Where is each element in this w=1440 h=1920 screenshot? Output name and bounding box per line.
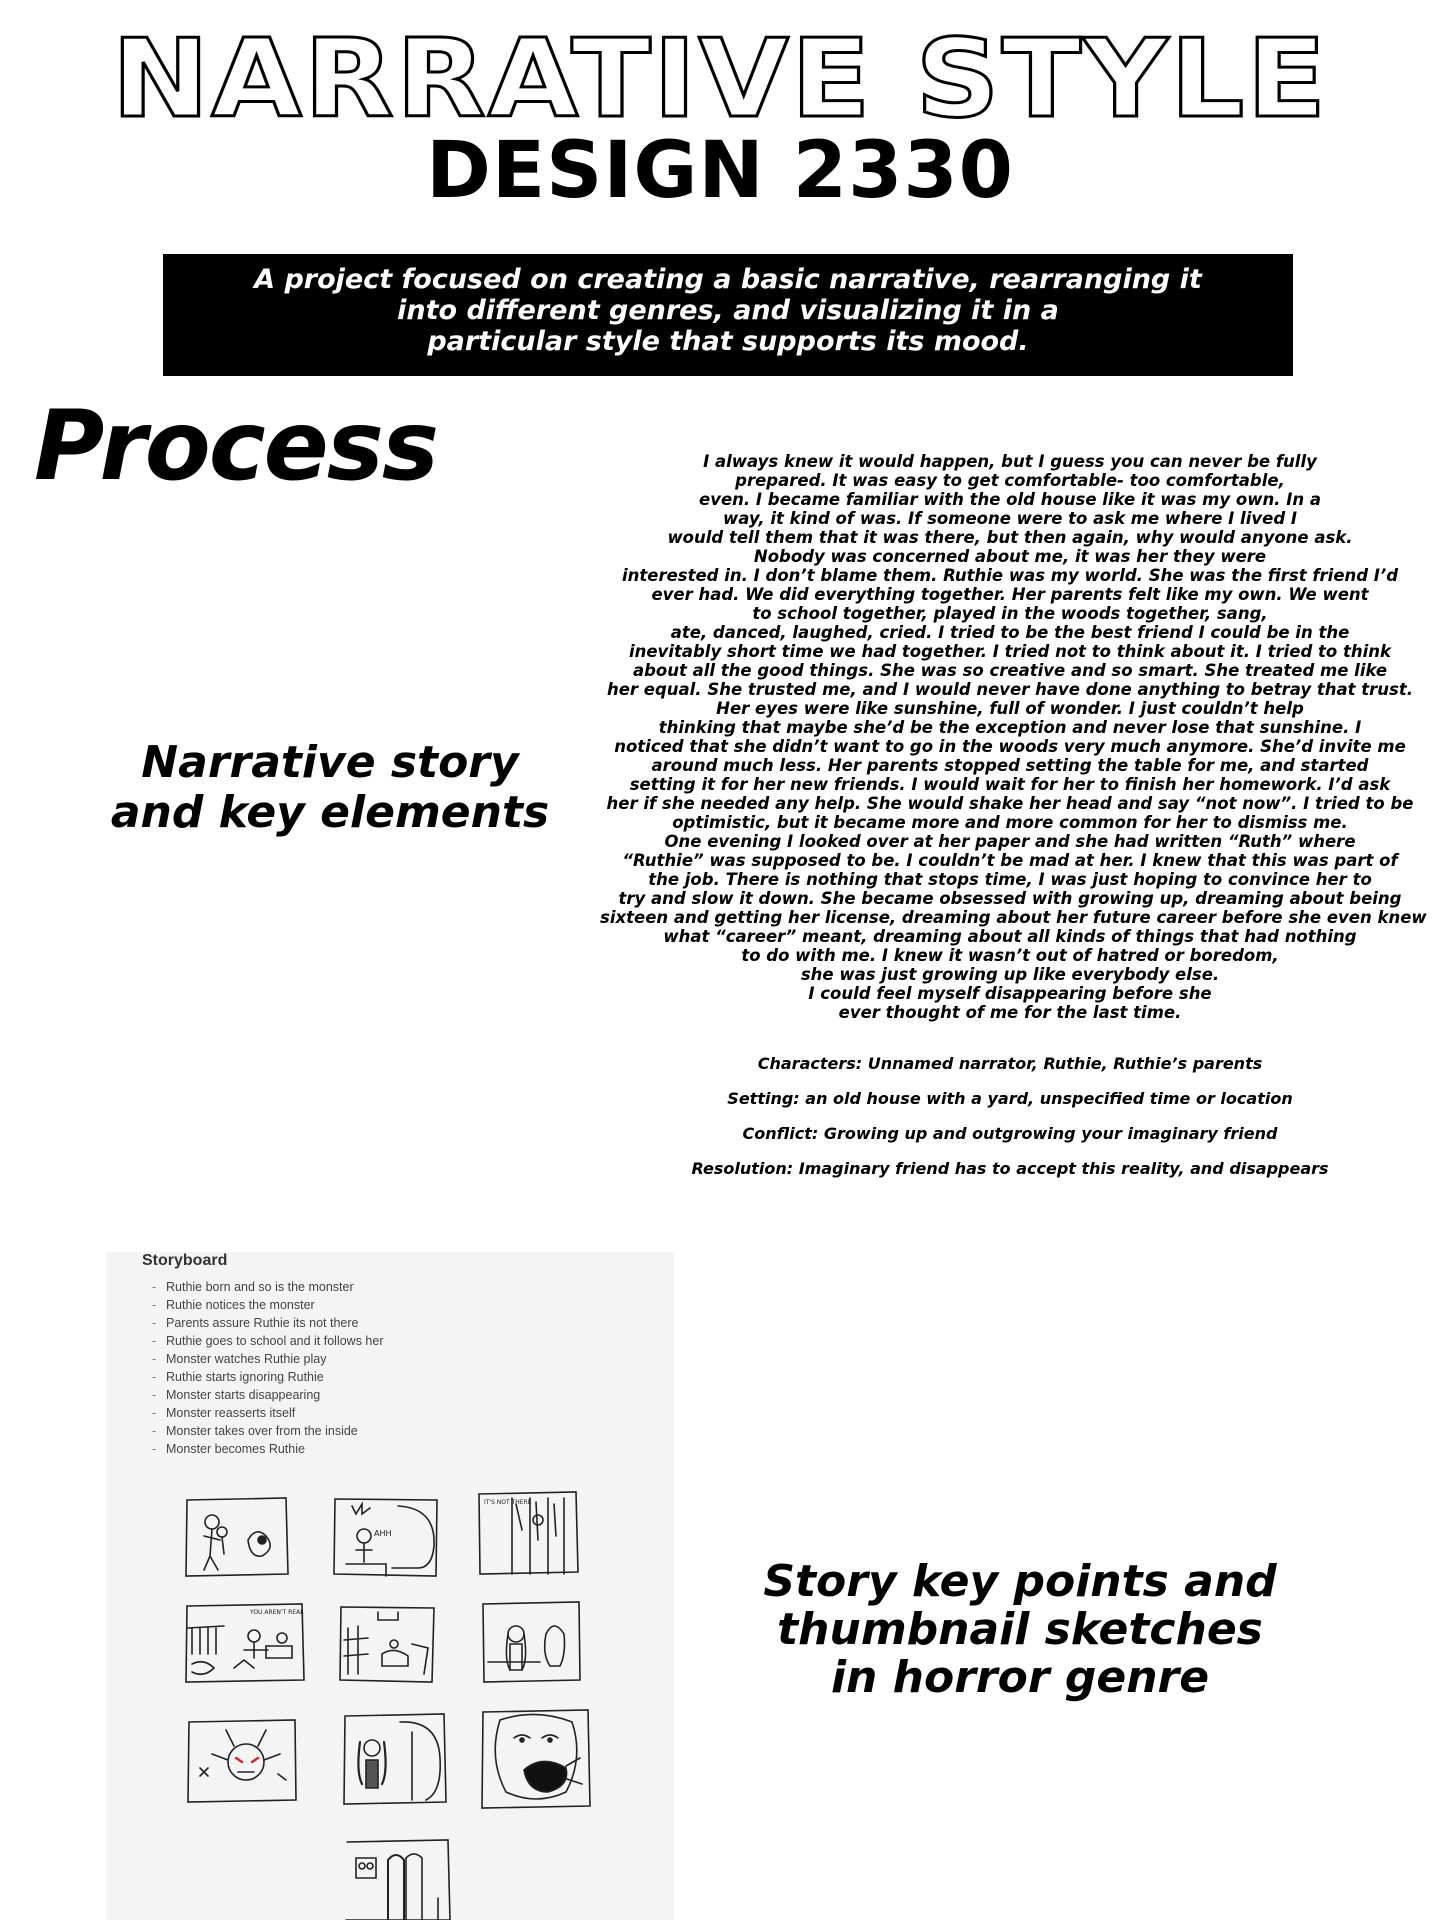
thumbnail-sketch-7 bbox=[186, 1718, 298, 1804]
story-line: her equal. She trusted me, and I would never have done anything to betray that trust. bbox=[606, 680, 1414, 699]
story-line: noticed that she didn’t want to go in the woods very much anymore. She’d invite me bbox=[614, 737, 1406, 756]
sketch-text: YOU AREN'T REAL bbox=[250, 1609, 304, 1616]
caption-line: thumbnail sketches bbox=[777, 1604, 1263, 1655]
story-line: the job. There is nothing that stops time, I was just hoping to convince her to bbox=[648, 870, 1372, 889]
banner-line: A project focused on creating a basic narrative, rearranging it bbox=[254, 264, 1202, 295]
thumbnail-sketch-9 bbox=[480, 1708, 592, 1810]
story-line: ever thought of me for the last time. bbox=[838, 1003, 1182, 1022]
sketch-text: IT'S NOT THERE bbox=[484, 1499, 532, 1506]
story-line: ever had. We did everything together. Her parents felt like my own. We went bbox=[651, 585, 1369, 604]
story-line: she was just growing up like everybody else. bbox=[800, 965, 1220, 984]
story-line: thinking that maybe she’d be the exception and never lose that sunshine. I bbox=[658, 718, 1362, 737]
story-line: to do with me. I knew it wasn’t out of hatred or boredom, bbox=[741, 946, 1279, 965]
intro-banner bbox=[163, 254, 1293, 376]
caption-storyboard bbox=[740, 1558, 1300, 1702]
story-line: I could feel myself disappearing before she bbox=[808, 984, 1212, 1003]
key-elements bbox=[610, 1054, 1410, 1194]
storyboard-list bbox=[152, 1278, 384, 1458]
story-line: to school together, played in the woods together, sang, bbox=[752, 604, 1268, 623]
sketch-text: AHH bbox=[374, 1529, 392, 1538]
thumbnail-sketch-4 bbox=[184, 1602, 306, 1684]
page-subtitle: DESIGN 2330 bbox=[426, 126, 1014, 216]
characters-text: Characters: Unnamed narrator, Ruthie, Ruthie’s parents bbox=[757, 1054, 1263, 1073]
story-line: around much less. Her parents stopped setting the table for me, and started bbox=[651, 756, 1369, 775]
story-line: interested in. I don’t blame them. Ruthie was my world. She was the first friend I’d bbox=[621, 566, 1399, 585]
thumbnail-sketch-3 bbox=[476, 1490, 580, 1576]
thumbnail-sketch-1 bbox=[184, 1496, 290, 1578]
story-line: prepared. It was easy to get comfortable- too comfortable, bbox=[735, 471, 1285, 490]
storyboard-title: Storyboard bbox=[142, 1252, 228, 1269]
story-line: what “career” meant, dreaming about all kinds of things that had nothing bbox=[663, 927, 1357, 946]
story-line: would tell them that it was there, but then again, why would anyone ask. bbox=[667, 528, 1353, 547]
caption-narrative bbox=[90, 738, 570, 838]
story-line: setting it for her new friends. I would wait for her to finish her homework. I’d ask bbox=[629, 775, 1391, 794]
caption-line: and key elements bbox=[110, 787, 550, 838]
caption-line: in horror genre bbox=[830, 1652, 1210, 1703]
thumbnail-sketch-8 bbox=[342, 1712, 448, 1806]
banner-line: particular style that supports its mood. bbox=[427, 326, 1029, 357]
caption-line: Narrative story bbox=[141, 737, 519, 788]
story-line: try and slow it down. She became obsessed with growing up, dreaming about being bbox=[618, 889, 1402, 908]
banner-line: into different genres, and visualizing it in a bbox=[397, 295, 1059, 326]
caption-line: Story key points and bbox=[763, 1556, 1277, 1607]
list-item: - Ruthie goes to school and it follows her bbox=[152, 1332, 384, 1350]
conflict-text: Conflict: Growing up and outgrowing your imaginary friend bbox=[742, 1124, 1278, 1143]
list-item: - Monster takes over from the inside bbox=[152, 1422, 384, 1440]
resolution-text: Resolution: Imaginary friend has to accept this reality, and disappears bbox=[691, 1159, 1329, 1178]
story-line: One evening I looked over at her paper and she had written “Ruth” where bbox=[664, 832, 1356, 851]
process-heading: Process bbox=[34, 390, 437, 502]
page-title-outline: NARRATIVE STYLE bbox=[111, 17, 1329, 142]
list-item: - Monster reasserts itself bbox=[152, 1404, 384, 1422]
list-item: - Ruthie born and so is the monster bbox=[152, 1278, 384, 1296]
list-item: - Parents assure Ruthie its not there bbox=[152, 1314, 384, 1332]
narrative-story-text bbox=[600, 452, 1427, 1022]
story-line: her if she needed any help. She would shake her head and say “not now”. I tried to be bbox=[606, 794, 1414, 813]
story-line: inevitably short time we had together. I tried not to think about it. I tried to think bbox=[628, 642, 1392, 661]
story-line: way, it kind of was. If someone were to ask me where I lived I bbox=[722, 509, 1298, 528]
thumbnail-sketch-10 bbox=[344, 1838, 452, 1920]
thumbnail-sketch-6 bbox=[480, 1600, 582, 1684]
story-line: optimistic, but it became more and more common for her to dismiss me. bbox=[672, 813, 1348, 832]
story-line: about all the good things. She was so creative and so smart. She treated me like bbox=[632, 661, 1388, 680]
thumbnail-sketch-5 bbox=[338, 1604, 436, 1684]
story-line: sixteen and getting her license, dreaming about her future career before she even knew bbox=[600, 908, 1427, 927]
story-line: “Ruthie” was supposed to be. I couldn’t be mad at her. I knew that this was part of bbox=[622, 851, 1398, 870]
storyboard-image bbox=[106, 1252, 674, 1920]
list-item: - Ruthie notices the monster bbox=[152, 1296, 384, 1314]
thumbnail-sketch-2 bbox=[332, 1496, 440, 1578]
story-line: Her eyes were like sunshine, full of wonder. I just couldn’t help bbox=[716, 699, 1304, 718]
list-item: - Monster watches Ruthie play bbox=[152, 1350, 384, 1368]
setting-text: Setting: an old house with a yard, unspecified time or location bbox=[727, 1089, 1293, 1108]
story-line: even. I became familiar with the old house like it was my own. In a bbox=[699, 490, 1321, 509]
story-line: Nobody was concerned about me, it was her they were bbox=[753, 547, 1267, 566]
list-item: - Monster starts disappearing bbox=[152, 1386, 384, 1404]
story-line: I always knew it would happen, but I guess you can never be fully bbox=[703, 452, 1317, 471]
list-item: - Ruthie starts ignoring Ruthie bbox=[152, 1368, 384, 1386]
list-item: - Monster becomes Ruthie bbox=[152, 1440, 384, 1458]
story-line: ate, danced, laughed, cried. I tried to be the best friend I could be in the bbox=[670, 623, 1350, 642]
